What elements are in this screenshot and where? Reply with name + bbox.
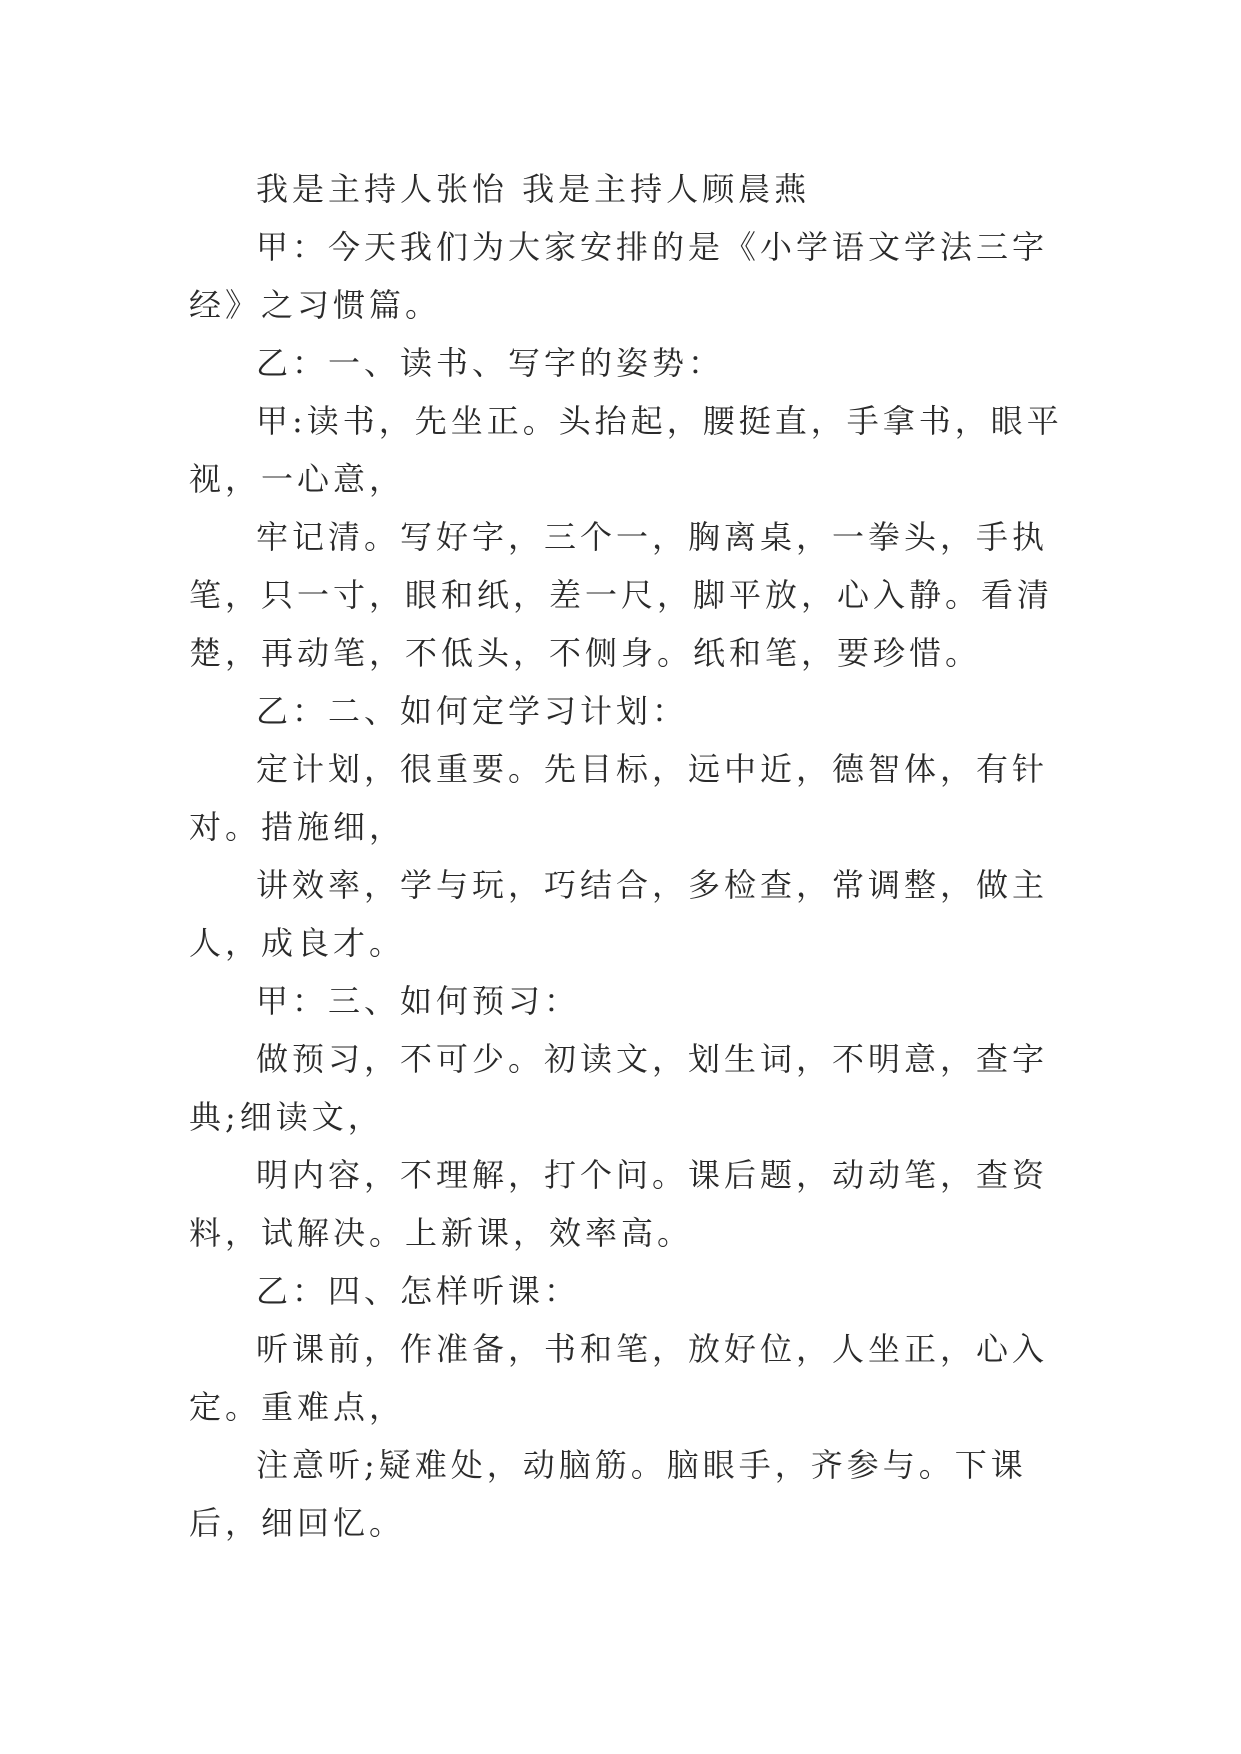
paragraph-listen-2: 注意听;疑难处，动脑筋。脑眼手，齐参与。下课后，细回忆。 <box>189 1446 1027 1542</box>
paragraph-hosts: 我是主持人张怡 我是主持人顾晨燕 <box>256 170 811 208</box>
paragraph-posture-2: 牢记清。写好字，三个一，胸离桌，一拳头，手执笔，只一寸，眼和纸，差一尺，脚平放，心入静。看清楚，再动笔，不低头，不侧身。纸和笔，要珍惜。 <box>189 518 1054 672</box>
paragraph-listen-1: 听课前，作准备，书和笔，放好位，人坐正，心入定。重难点， <box>189 1330 1049 1426</box>
section-heading-posture: 乙：一、读书、写字的姿势： <box>256 344 725 382</box>
paragraph-posture-1: 甲:读书，先坐正。头抬起，腰挺直，手拿书，眼平视，一心意， <box>189 402 1063 498</box>
paragraph-intro: 甲：今天我们为大家安排的是《小学语文学法三字经》之习惯篇。 <box>189 228 1049 324</box>
paragraph-plan-1: 定计划，很重要。先目标，远中近，德智体，有针对。措施细， <box>189 750 1049 846</box>
section-heading-listen: 乙：四、怎样听课： <box>256 1272 581 1310</box>
paragraph-preview-1: 做预习，不可少。初读文，划生词，不明意，查字典;细读文， <box>189 1040 1049 1136</box>
paragraph-plan-2: 讲效率，学与玩，巧结合，多检查，常调整，做主人，成良才。 <box>189 866 1049 962</box>
paragraph-preview-2: 明内容，不理解，打个问。课后题，动动笔，查资料，试解决。上新课，效率高。 <box>189 1156 1049 1252</box>
section-heading-plan: 乙：二、如何定学习计划： <box>256 692 689 730</box>
document-body <box>189 160 1089 1552</box>
section-heading-preview: 甲：三、如何预习： <box>256 982 581 1020</box>
